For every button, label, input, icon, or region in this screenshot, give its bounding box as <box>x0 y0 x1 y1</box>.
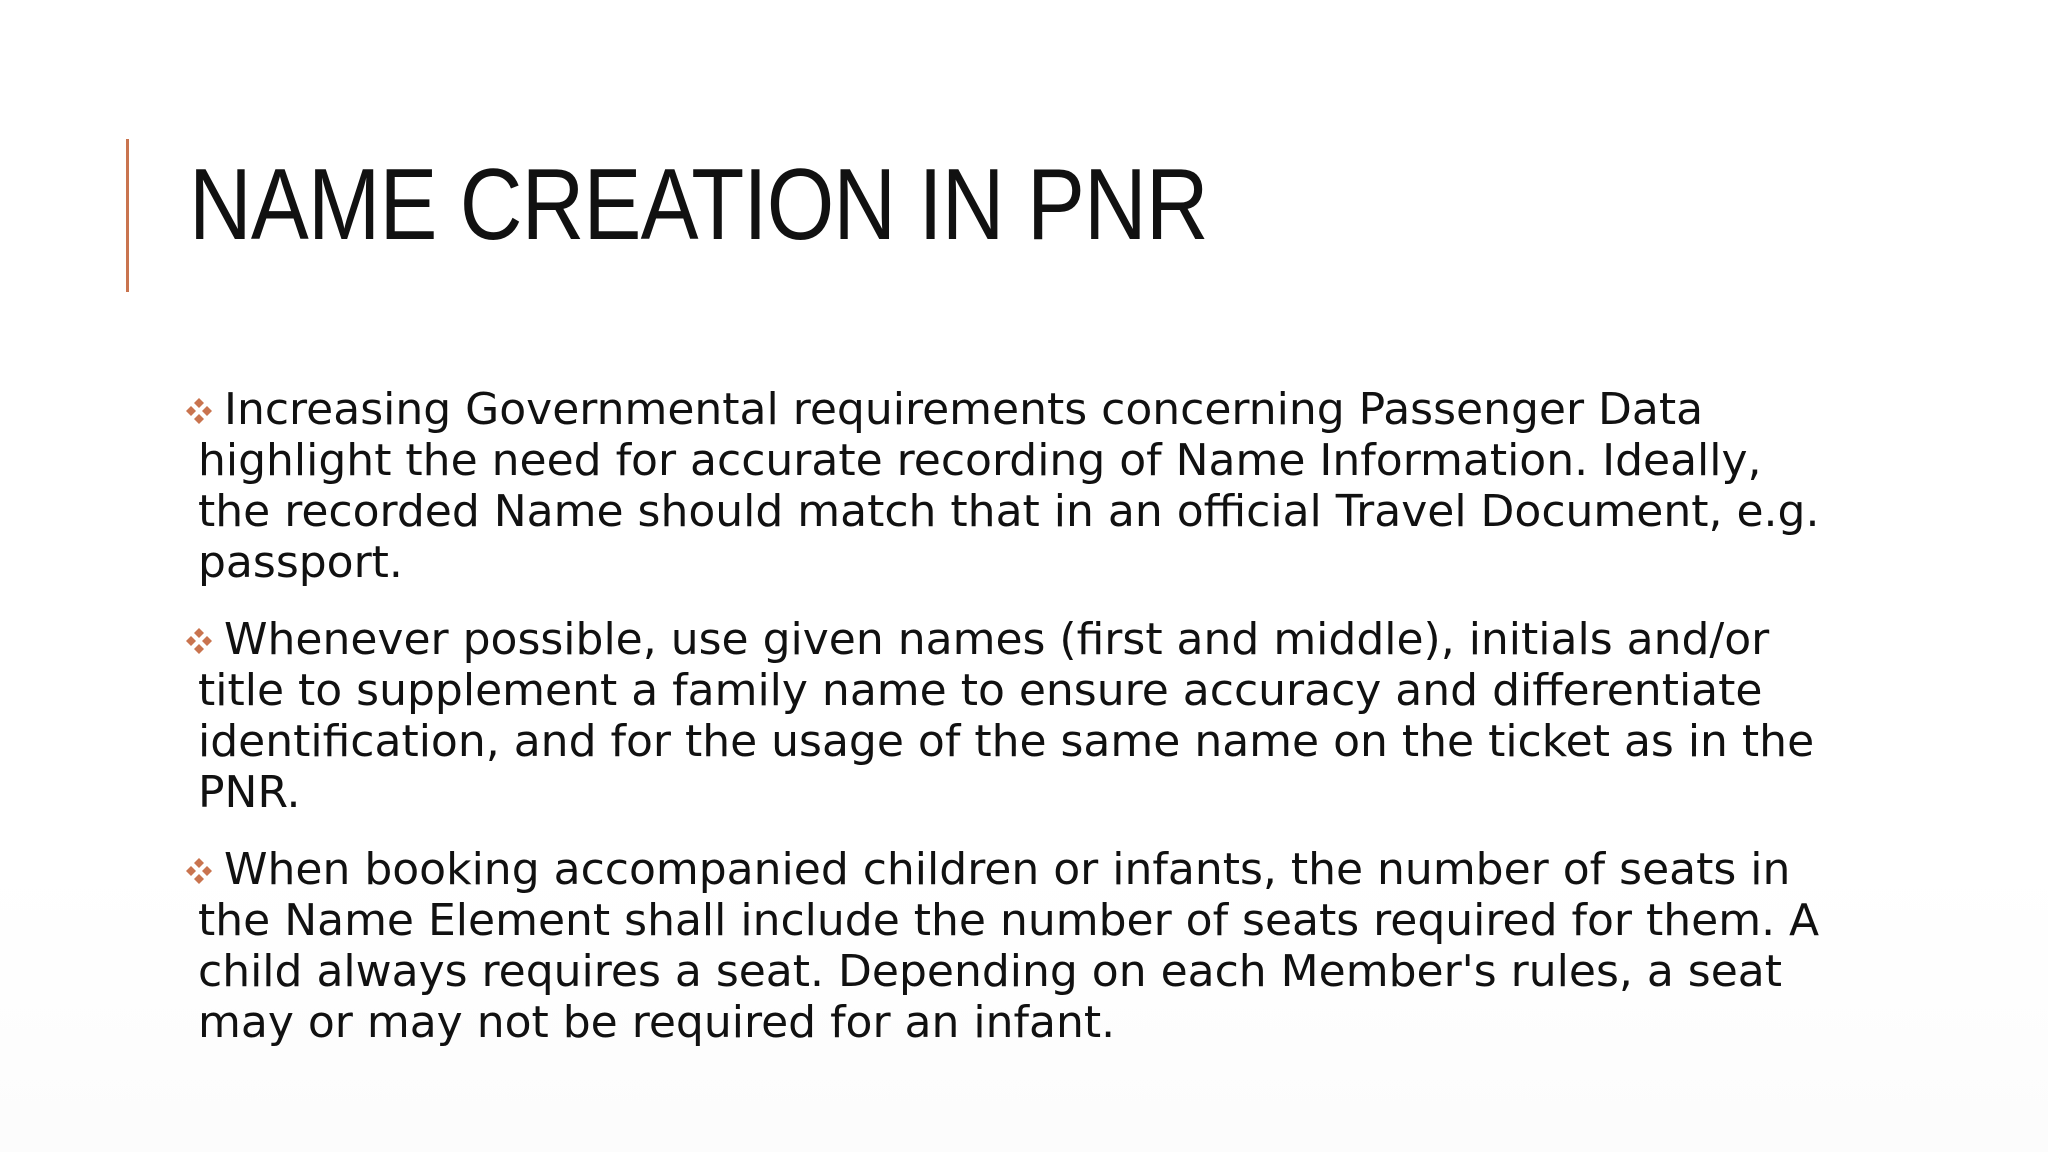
diamond-four-bullet-icon <box>184 626 214 656</box>
bullet-item <box>184 384 1824 588</box>
bullet-list <box>184 384 1824 1074</box>
diamond-four-bullet-icon <box>184 396 214 426</box>
bullet-text: When booking accompanied children or infants, the number of seats in the Name Element shall include the number of seats required for them. A child always requires a seat. Depending on each Member's rules, a seat may or may not be required for an infant. <box>198 844 1820 1048</box>
bullet-text: Whenever possible, use given names (first and middle), initials and/or title to supplement a family name to ensure accuracy and differentiate identification, and for the usage of the same name on the ticket as in the PNR. <box>198 614 1815 818</box>
diamond-four-bullet-icon <box>184 856 214 886</box>
bullet-text: Increasing Governmental requirements concerning Passenger Data highlight the need for accurate recording of Name Information. Ideally, the recorded Name should match that in an official Travel Document, e.g. passport. <box>198 384 1820 588</box>
title-accent-bar <box>126 139 129 292</box>
bullet-item <box>184 614 1824 818</box>
bullet-item <box>184 844 1824 1048</box>
slide-title: NAME CREATION IN PNR <box>189 149 1208 261</box>
